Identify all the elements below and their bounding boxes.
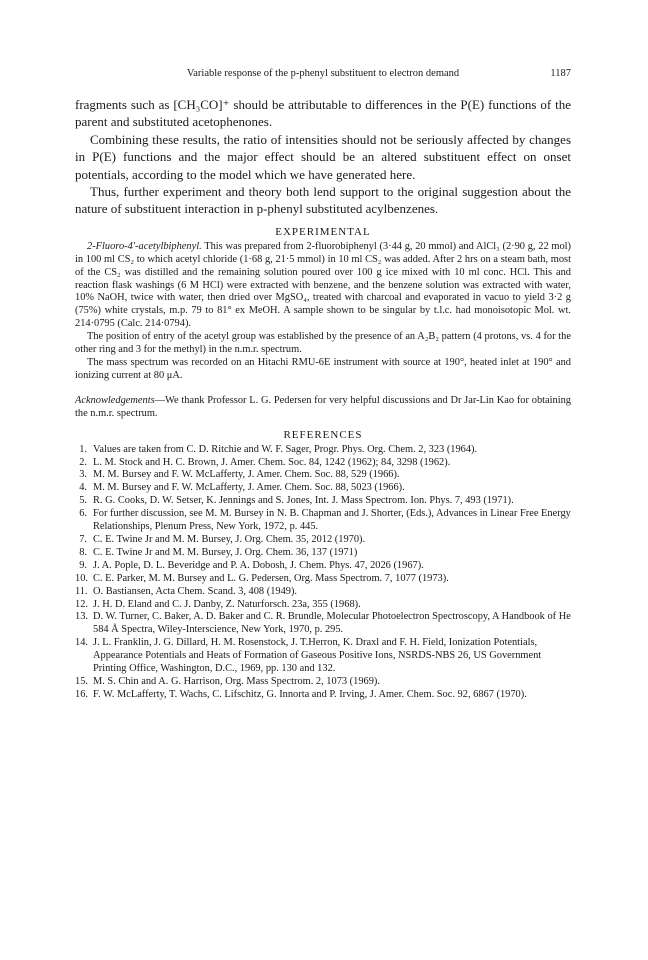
- reference-number: 16.: [75, 688, 88, 700]
- acknowledgements-paragraph: [75, 395, 571, 421]
- experimental-heading: EXPERIMENTAL: [275, 225, 371, 238]
- reference-item: [75, 495, 571, 508]
- reference-number: 7.: [79, 533, 87, 545]
- reference-number: 9.: [79, 559, 87, 571]
- reference-item: [75, 444, 571, 457]
- page-number: 1187: [550, 68, 571, 79]
- reference-number: 12.: [75, 598, 88, 610]
- experimental-section: [75, 241, 571, 383]
- reference-text: D. W. Turner, C. Baker, A. D. Baker and C. R. Brundle, Molecular Photoelectron Spectroscopy, A Handbook of He 584 Å Spectra, Wiley-Interscience, New York, 1970, p. 295.: [93, 611, 571, 636]
- reference-item: [75, 469, 571, 482]
- reference-item: [75, 676, 571, 689]
- reference-number: 3.: [79, 469, 87, 481]
- reference-number: 13.: [75, 611, 88, 623]
- reference-number: 14.: [75, 637, 88, 649]
- reference-text: M. S. Chin and A. G. Harrison, Org. Mass Spectrom. 2, 1073 (1969).: [93, 675, 380, 687]
- reference-number: 6.: [79, 508, 87, 520]
- reference-number: 2.: [79, 456, 87, 468]
- experimental-paragraph-3: The mass spectrum was recorded on an Hitachi RMU-6E instrument with source at 190°, heated inlet at 190° and ionizing current at 80 μA.: [75, 357, 571, 381]
- reference-item: [75, 508, 571, 534]
- reference-number: 10.: [75, 572, 88, 584]
- reference-text: For further discussion, see M. M. Bursey in N. B. Chapman and J. Shorter, (Eds.), Advances in Linear Free Energy Relationships, Plenum Press, New York, 1972, p. 445.: [93, 508, 571, 533]
- reference-item: [75, 586, 571, 599]
- reference-text: J. H. D. Eland and C. J. Danby, Z. Naturforsch. 23a, 355 (1968).: [93, 598, 361, 610]
- reference-text: M. M. Bursey and F. W. McLafferty, J. Amer. Chem. Soc. 88, 529 (1966).: [93, 469, 400, 481]
- reference-text: F. W. McLafferty, T. Wachs, C. Lifschitz, G. Innorta and P. Irving, J. Amer. Chem. Soc. 92, 6867 (1970).: [93, 688, 527, 700]
- body-paragraph-1: fragments such as [CH₃CO]⁺ should be attributable to differences in the P(E) functions of the parent and substituted acetophenones.: [75, 97, 571, 130]
- reference-number: 11.: [75, 585, 88, 597]
- reference-number: 5.: [79, 495, 87, 507]
- reference-item: [75, 573, 571, 586]
- references-heading: REFERENCES: [283, 428, 363, 441]
- reference-text: J. A. Pople, D. L. Beveridge and P. A. Dobosh, J. Chem. Phys. 47, 2026 (1967).: [93, 559, 424, 571]
- compound-name: 2-Fluoro-4′-acetylbiphenyl.: [87, 240, 202, 252]
- reference-text: C. E. Twine Jr and M. M. Bursey, J. Org. Chem. 35, 2012 (1970).: [93, 533, 366, 545]
- reference-list: [75, 444, 571, 702]
- acknowledgements-text: —We thank Professor L. G. Pedersen for very helpful discussions and Dr Jar-Lin Kao for obtaining the n.m.r. spectrum.: [75, 394, 571, 419]
- reference-item: [75, 534, 571, 547]
- acknowledgements-label: Acknowledgements: [75, 394, 155, 406]
- body-paragraph-3: Thus, further experiment and theory both lend support to the original suggestion about the nature of substituent interaction in p-phenyl substituted acylbenzenes.: [75, 184, 571, 217]
- reference-item: [75, 457, 571, 470]
- reference-item: [75, 482, 571, 495]
- running-title: Variable response of the p-phenyl substituent to electron demand: [186, 68, 460, 79]
- reference-item: [75, 611, 571, 637]
- reference-text: C. E. Twine Jr and M. M. Bursey, J. Org. Chem. 36, 137 (1971): [93, 546, 358, 558]
- reference-text: R. G. Cooks, D. W. Setser, K. Jennings and S. Jones, Int. J. Mass Spectrom. Ion. Phys. 7, 493 (1971).: [93, 495, 514, 507]
- reference-text: J. L. Franklin, J. G. Dillard, H. M. Rosenstock, J. T.Herron, K. Draxl and F. H. Field, Ionization Potentials, Appearance Potentials and Heats of Formation of Gaseous Positive Ions, NSRDS-NBS 26, US Government Printing Office, Washington, D.C., 1969, pp. 130 and 132.: [93, 637, 542, 675]
- acknowledgements: [75, 395, 571, 421]
- reference-item: [75, 560, 571, 573]
- reference-item: [75, 599, 571, 612]
- reference-number: 8.: [79, 546, 87, 558]
- reference-number: 4.: [79, 482, 87, 494]
- reference-text: M. M. Bursey and F. W. McLafferty, J. Amer. Chem. Soc. 88, 5023 (1966).: [93, 482, 405, 494]
- reference-text: C. E. Parker, M. M. Bursey and L. G. Pedersen, Org. Mass Spectrom. 7, 1077 (1973).: [93, 572, 449, 584]
- experimental-paragraph-2: The position of entry of the acetyl group was established by the presence of an A₂B₂ pattern (4 protons, vs. 4 for the other ring and 3 for the methyl) in the n.m.r. spectrum.: [75, 331, 571, 356]
- experimental-paragraph-1-text: This was prepared from 2-fluorobiphenyl (3·44 g, 20 mmol) and AlCl₃ (2·90 g, 22 mol) in 100 ml CS₂ to which acetyl chloride (1·68 g, 21·5 mmol) in 10 ml CS₂ was added. After 2 hrs on a steam bath, most of the CS₂ was distilled and the remaining solution poured over 100 g ice mixed with 10 ml conc. HCl. This and reaction flask washings (6 M HCl) were extracted with benzene, and the benzene solution was extracted with water, 10% NaOH, twice with water, then dried over MgSO₄, treated with charcoal and evaporated in vacuo to yield 3·2 g (75%) white crystals, m.p. 79 to 81° ex MeOH. A sample shown to be singular by t.l.c. had monoisotopic Mol. wt. 214·0795 (Calc. 214·0794).: [75, 240, 571, 330]
- page: [75, 66, 571, 702]
- reference-text: O. Bastiansen, Acta Chem. Scand. 3, 408 (1949).: [93, 585, 298, 597]
- reference-number: 1.: [79, 443, 87, 455]
- body-paragraph-2: Combining these results, the ratio of intensities should not be seriously affected by changes in P(E) functions and the major effect should be an altered substituent effect on onset potentials, according to the model which we have generated here.: [75, 131, 571, 182]
- reference-item: [75, 637, 571, 676]
- running-header: [75, 66, 571, 82]
- reference-text: Values are taken from C. D. Ritchie and W. F. Sager, Progr. Phys. Org. Chem. 2, 323 (1964).: [93, 443, 478, 455]
- reference-item: [75, 689, 571, 702]
- experimental-paragraph-1: [75, 241, 571, 331]
- reference-text: L. M. Stock and H. C. Brown, J. Amer. Chem. Soc. 84, 1242 (1962); 84, 3298 (1962).: [93, 456, 451, 468]
- reference-item: [75, 547, 571, 560]
- reference-number: 15.: [75, 675, 88, 687]
- body-text: [75, 96, 571, 218]
